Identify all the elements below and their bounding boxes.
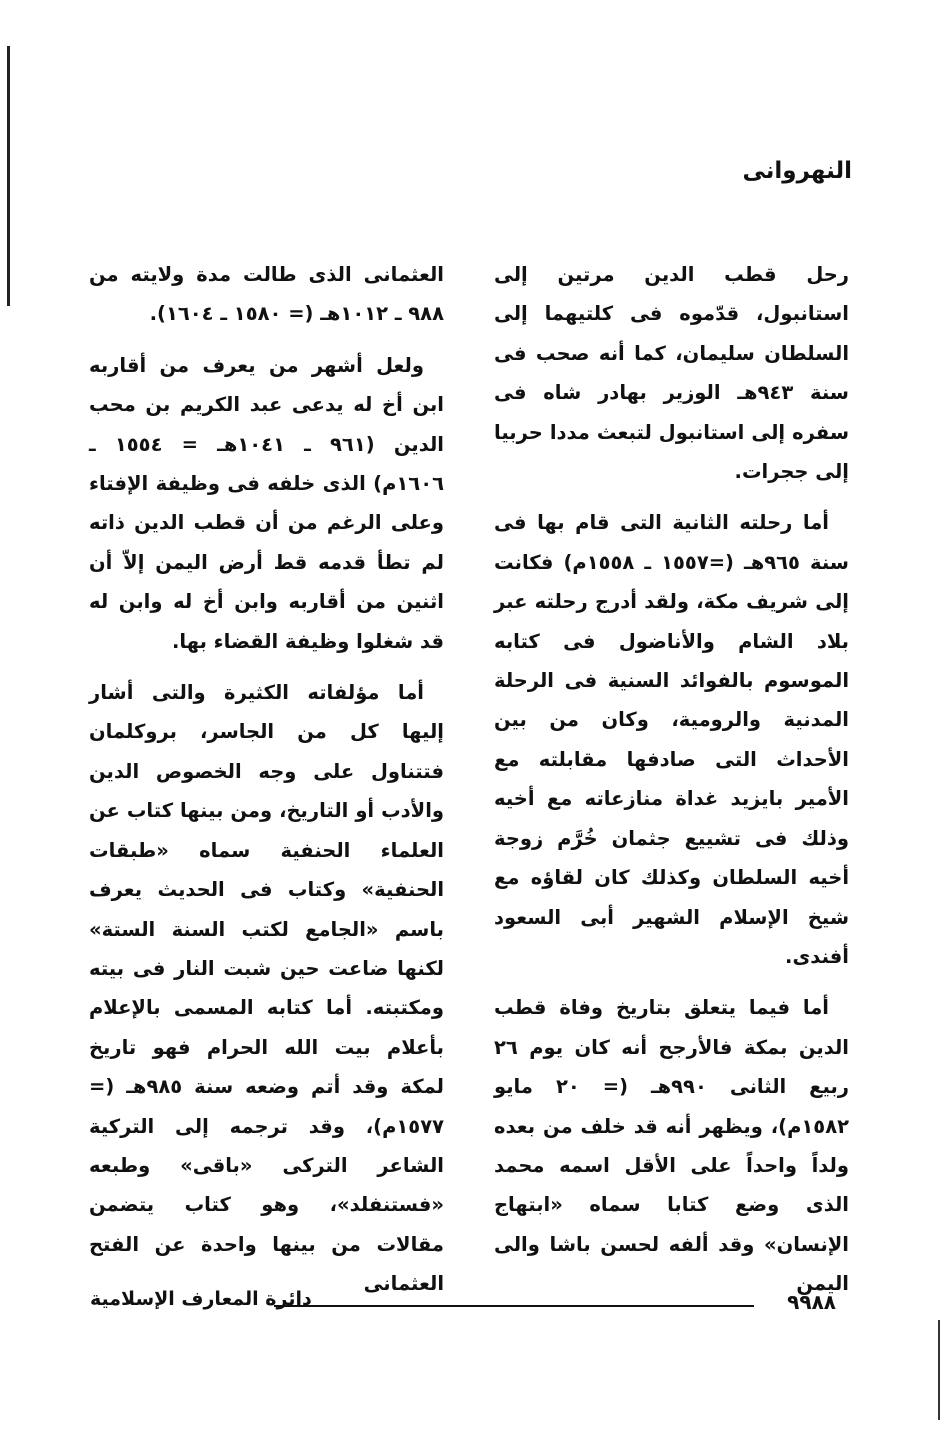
left-column <box>89 255 444 1316</box>
footer-rule <box>274 1305 754 1307</box>
paragraph: أما مؤلفاته الكثيرة والتى أشار إليها كل من الجاسر، بروكلمان فتتناول على وجه الخصوص الدين والأدب أو التاريخ، ومن بينها كتاب عن العلماء الحنفية سماه «طبقات الحنفية» وكتاب فى الحديث يعرف باسم «الجامع لكتب السنة الستة» لكنها ضاعت حين شبت النار فى بيته ومكتبته. أما كتابه المسمى بالإعلام بأعلام بيت الله الحرام فهو تاريخ لمكة وقد أتم وضعه سنة ٩٨٥هـ (= ١٥٧٧م)، وقد ترجمه إلى التركية الشاعر التركى «باقى» وطبعه «فستنفلد»، وهو كتاب يتضمن مقالات من بينها واحدة عن الفتح العثمانى <box>89 681 444 1296</box>
paragraph: أما فيما يتعلق بتاريخ وفاة قطب الدين بمكة فالأرجح أنه كان يوم ٢٦ ربيع الثانى ٩٩٠هـ (= ٢٠ مايو ١٥٨٢م)، ويظهر أنه قد خلف من بعده ولداً واحداً على الأقل اسمه محمد الذى وضع كتابا سماه «ابتهاج الإنسان» وقد ألفه لحسن باشا والى اليمن <box>494 996 850 1296</box>
page-number: ٩٩٨٨ <box>787 1290 836 1314</box>
paragraph: العثمانى الذى طالت مدة ولايته من ٩٨٨ ـ ١٠١٢هـ (= ١٥٨٠ ـ ١٦٠٤). <box>89 263 444 326</box>
scan-edge-right <box>938 1320 940 1420</box>
paragraph: رحل قطب الدين مرتين إلى استانبول، قدّموه فى كلتيهما إلى السلطان سليمان، كما أنه صحب فى سنة ٩٤٣هـ الوزير بهادر شاه فى سفره إلى استانبول لتبعث مددا حربيا إلى ججرات. <box>494 263 849 484</box>
scan-edge-left <box>7 46 10 306</box>
paragraph: أما رحلته الثانية التى قام بها فى سنة ٩٦٥هـ (=١٥٥٧ ـ ١٥٥٨م) فكانت إلى شريف مكة، ولقد أدرج رحلته عبر بلاد الشام والأناضول فى كتابه الموسوم بالفوائد السنية فى الرحلة المدنية والرومية، وكان من بين الأحداث التى صادفها مقابلته مع الأمير بايزيد غداة منازعاته مع أخيه وذلك فى تشييع جثمان خُرَّم زوجة أخيه السلطان وكذلك كان لقاؤه مع شيخ الإسلام الشهير أبى السعود أفندى. <box>494 511 849 968</box>
right-column <box>494 255 849 1316</box>
paragraph: ولعل أشهر من يعرف من أقاربه ابن أخ له يدعى عبد الكريم بن محب الدين (٩٦١ ـ ١٠٤١هـ = ١٥٥٤ ـ ١٦٠٦م) الذى خلفه فى وظيفة الإفتاء وعلى الرغم من أن قطب الدين ذاته لم تطأ قدمه قط أرض اليمن إلاّ أن اثنين من أقاربه وابن أخ له وابن له قد شغلوا وظيفة القضاء بها. <box>89 353 444 653</box>
running-head: النهروانى <box>742 158 852 184</box>
publication-title: دائرة المعارف الإسلامية <box>90 1288 312 1310</box>
